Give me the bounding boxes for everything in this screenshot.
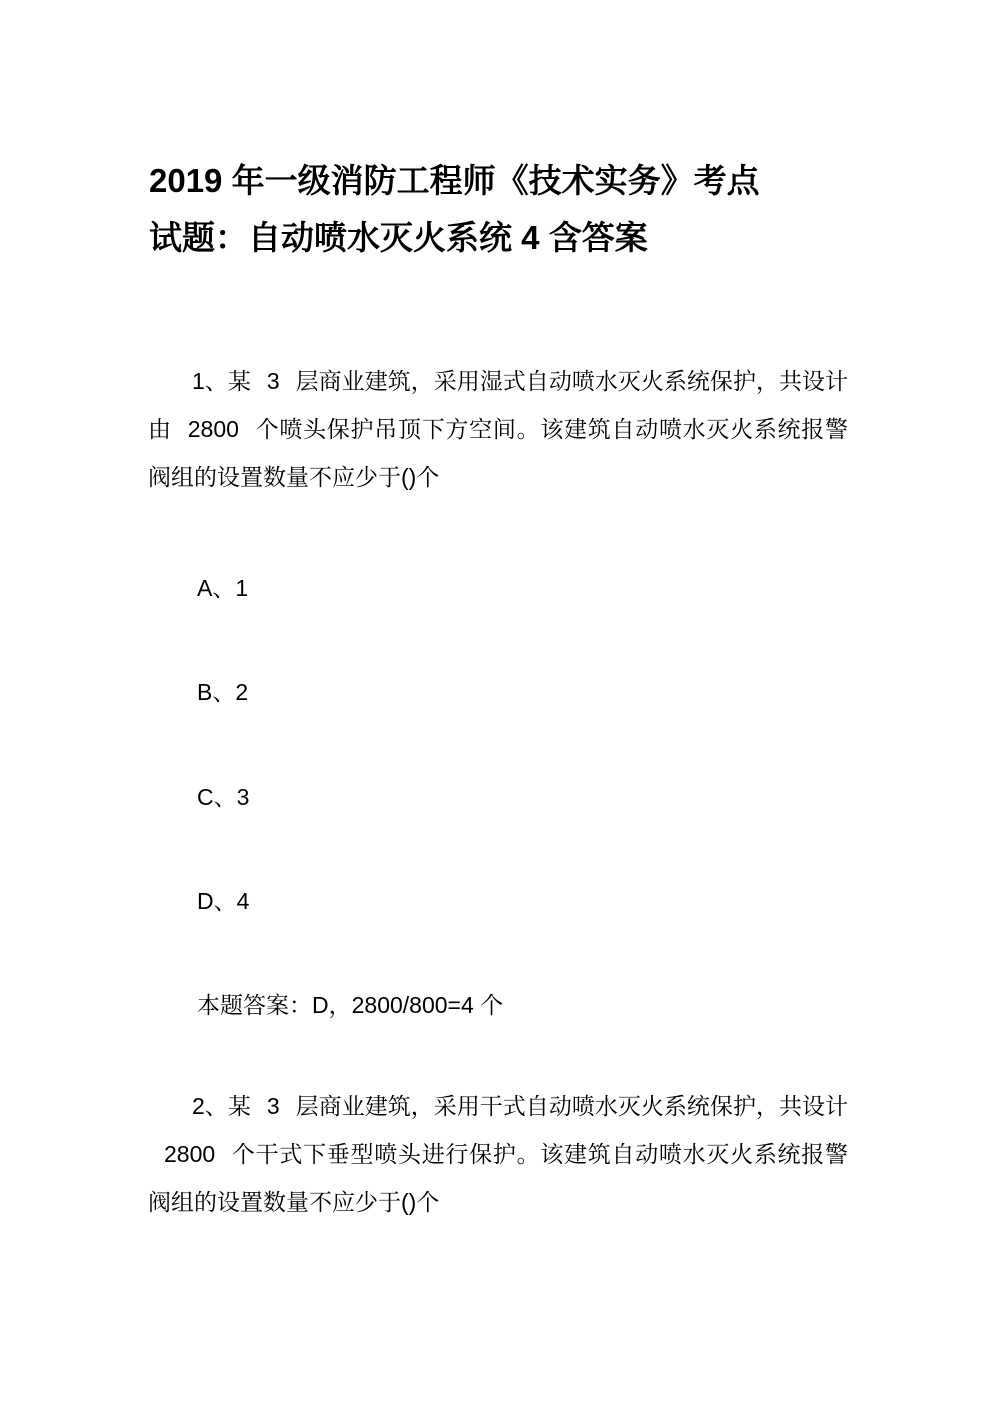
question-1-option-d[interactable]	[197, 885, 817, 917]
page-title	[149, 152, 849, 266]
option-b-label: B、	[197, 679, 236, 705]
option-d-label: D、	[197, 888, 237, 914]
question-2-stem-part-2: 层商业建筑，采用干式自动喷水灭火系统保护，共设计	[295, 1093, 849, 1119]
question-2-stem-number-1: 3	[266, 1093, 280, 1119]
page-title-line-2: 试题：自动喷水灭火系统 4 含答案	[149, 219, 648, 256]
question-1-stem-part-1: 某	[227, 368, 251, 394]
option-c-text: 3	[236, 784, 250, 810]
question-1-stem-number-1: 3	[266, 368, 280, 394]
question-2-number: 2、	[192, 1093, 228, 1119]
question-1-option-c[interactable]	[197, 781, 817, 813]
question-1-stem-part-2: 层商业建筑，采用湿式自动喷水灭火系统保护，共设计由	[148, 368, 849, 442]
question-1-stem-part-3: 个喷头保护吊顶下方空间。该建筑自动喷水灭火系统报警阀组的设置数量不应少于()个	[148, 416, 849, 490]
question-2-stem-number-2: 2800	[164, 1141, 216, 1167]
question-1-stem	[148, 357, 848, 501]
question-1-option-a[interactable]	[197, 572, 817, 604]
option-d-text: 4	[236, 888, 250, 914]
option-c-label: C、	[197, 784, 237, 810]
question-1-option-b[interactable]	[197, 676, 817, 708]
option-a-text: 1	[235, 575, 249, 601]
question-2-stem-part-3: 个干式下垂型喷头进行保护。该建筑自动喷水灭火系统报警阀组的设置数量不应少于()个	[148, 1141, 848, 1215]
option-a-label: A、	[197, 575, 236, 601]
option-b-text: 2	[235, 679, 249, 705]
question-1-number: 1、	[192, 368, 228, 394]
question-2-stem	[148, 1082, 848, 1226]
question-1-answer: 本题答案：D，2800/800=4 个	[197, 992, 504, 1018]
page-title-line-1: 2019 年一级消防工程师《技术实务》考点	[149, 162, 760, 199]
question-2-stem-part-1: 某	[227, 1093, 251, 1119]
question-1-stem-number-2: 2800	[187, 416, 239, 442]
